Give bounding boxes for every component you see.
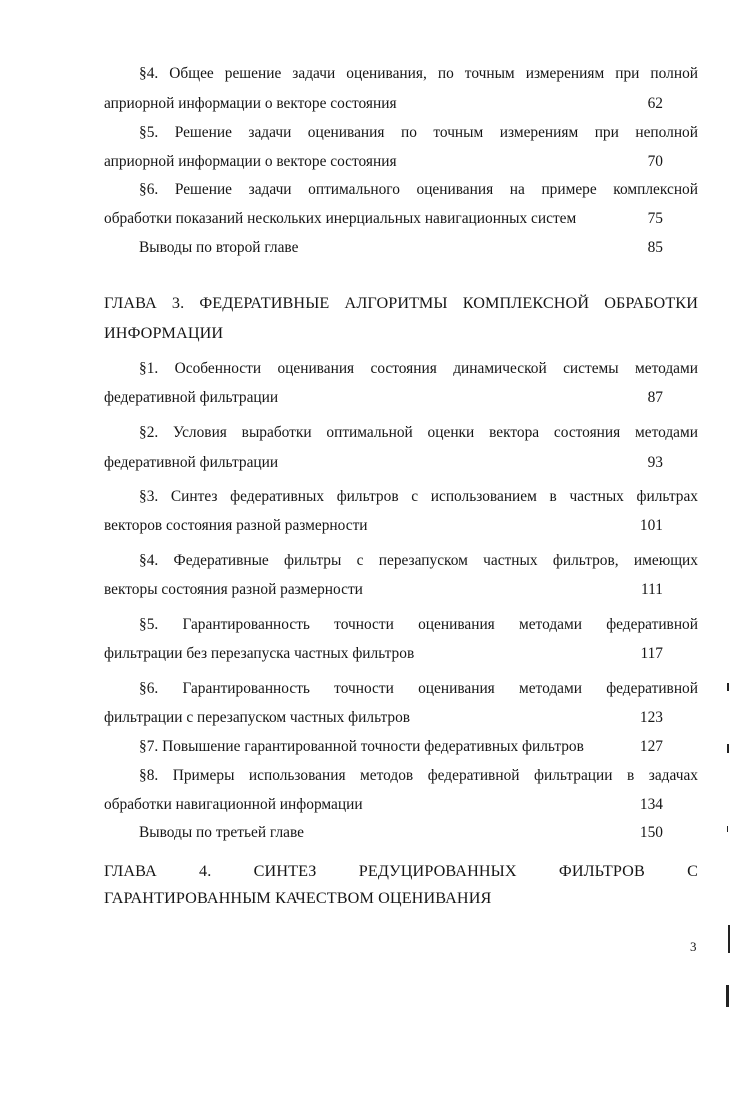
- toc-entry-text: априорной информации о векторе состояния: [104, 95, 397, 112]
- toc-entry-text: фильтрации с перезапуском частных фильтров: [104, 709, 411, 726]
- toc-entry-text: векторов состояния разной размерности: [104, 517, 368, 534]
- toc-entry-text: Выводы по второй главе: [139, 239, 299, 256]
- toc-entry-text: априорной информации о векторе состояния: [104, 153, 397, 170]
- toc-entry-ch2-conclusions: [139, 237, 698, 259]
- toc-entry-text: федеративной фильтрации: [104, 454, 279, 471]
- toc-page-number: 85: [647, 239, 663, 256]
- page-number: 3: [690, 939, 697, 954]
- toc-entry-ch3-conclusions: [139, 822, 698, 844]
- chapter-4-title-line1: ГЛАВА 4. СИНТЕЗ РЕДУЦИРОВАННЫХ ФИЛЬТРОВ С: [104, 862, 698, 880]
- toc-page-number: 150: [639, 824, 663, 841]
- chapter-3-title-line2: ИНФОРМАЦИИ: [104, 324, 224, 342]
- toc-entry-ch3-s6-line2: [104, 707, 698, 729]
- toc-page-number: 117: [640, 645, 663, 662]
- toc-entry-text: федеративной фильтрации: [104, 389, 279, 406]
- toc-page-number: 123: [639, 709, 663, 726]
- toc-entry-ch3-s1-line2: [104, 387, 698, 409]
- toc-entry-ch3-s8-line1: §8. Примеры использования методов федеративной фильтрации в задачах: [139, 767, 698, 784]
- toc-entry-ch3-s2-line1: §2. Условия выработки оптимальной оценки вектора состояния методами: [139, 424, 698, 441]
- toc-entry-ch3-s1-line1: §1. Особенности оценивания состояния динамической системы методами: [139, 360, 698, 377]
- chapter-4-title-line2: ГАРАНТИРОВАННЫМ КАЧЕСТВОМ ОЦЕНИВАНИЯ: [104, 889, 492, 907]
- toc-page-number: 70: [647, 153, 663, 170]
- toc-entry-text: фильтрации без перезапуска частных фильтров: [104, 645, 415, 662]
- toc-entry-ch3-s2-line2: [104, 452, 698, 474]
- toc-entry-ch3-s8-line2: [104, 794, 698, 816]
- toc-entry-text: векторы состояния разной размерности: [104, 581, 363, 598]
- toc-entry-ch3-s5-line2: [104, 643, 698, 665]
- toc-entry-text: Выводы по третьей главе: [139, 824, 304, 841]
- toc-entry-ch3-s6-line1: §6. Гарантированность точности оценивания методами федеративной: [139, 680, 698, 697]
- toc-entry-ch2-s5-line1: §5. Решение задачи оценивания по точным измерениям при неполной: [139, 124, 698, 141]
- toc-entry-ch3-s7: [139, 736, 698, 758]
- toc-entry-ch2-s4-line2: [104, 93, 698, 115]
- toc-page-number: 87: [647, 389, 663, 406]
- toc-entry-ch3-s3-line1: §3. Синтез федеративных фильтров с использованием в частных фильтрах: [139, 488, 698, 505]
- toc-entry-ch2-s6-line2: [104, 208, 698, 230]
- chapter-3-title-line1: ГЛАВА 3. ФЕДЕРАТИВНЫЕ АЛГОРИТМЫ КОМПЛЕКСНОЙ ОБРАБОТКИ: [104, 294, 698, 312]
- toc-page-number: 127: [639, 738, 663, 755]
- toc-page-number: 111: [641, 581, 663, 598]
- toc-entry-ch3-s3-line2: [104, 515, 698, 537]
- toc-entry-ch3-s5-line1: §5. Гарантированность точности оценивания методами федеративной: [139, 616, 698, 633]
- toc-entry-ch2-s4-line1: §4. Общее решение задачи оценивания, по точным измерениям при полной: [139, 65, 698, 82]
- toc-entry-ch2-s5-line2: [104, 151, 698, 173]
- toc-entry-text: обработки показаний нескольких инерциальных навигационных систем: [104, 210, 577, 227]
- toc-entry-ch2-s6-line1: §6. Решение задачи оптимального оценивания на примере комплексной: [139, 181, 698, 198]
- toc-entry-text: §7. Повышение гарантированной точности федеративных фильтров: [139, 738, 584, 755]
- toc-page-number: 134: [639, 796, 663, 813]
- toc-entry-ch3-s4-line1: §4. Федеративные фильтры с перезапуском частных фильтров, имеющих: [139, 552, 698, 569]
- toc-page-number: 93: [647, 454, 663, 471]
- toc-page-number: 62: [647, 95, 663, 112]
- toc-page-number: 101: [639, 517, 663, 534]
- toc-page-number: 75: [647, 210, 663, 227]
- toc-entry-ch3-s4-line2: [104, 579, 698, 601]
- toc-entry-text: обработки навигационной информации: [104, 796, 363, 813]
